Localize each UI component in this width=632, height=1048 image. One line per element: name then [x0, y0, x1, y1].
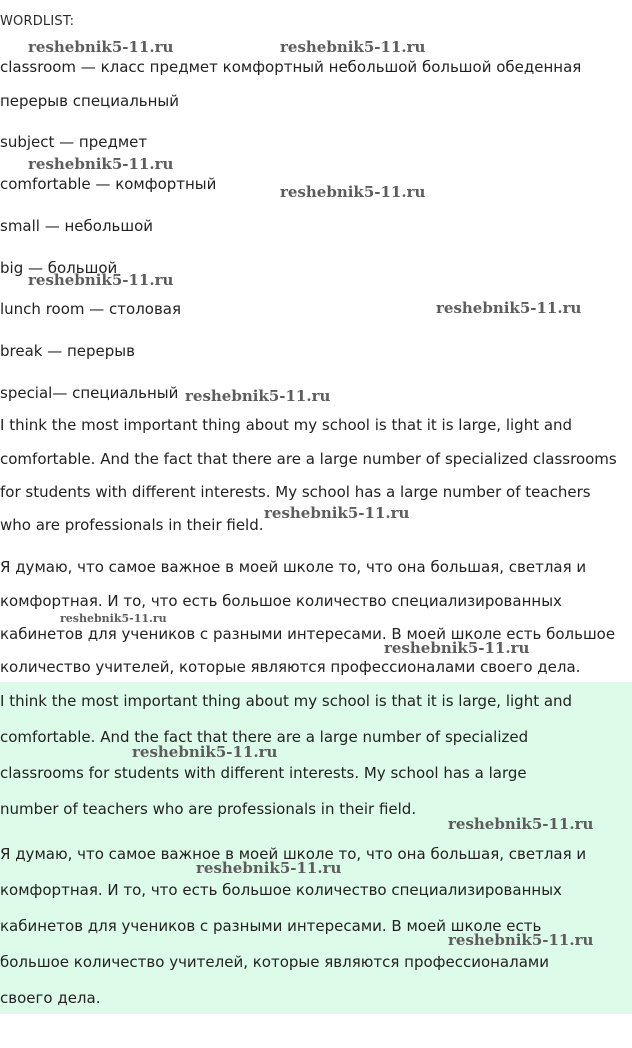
wordlist-heading: WORDLIST:	[0, 14, 75, 29]
watermark: reshebnik5-11.ru	[196, 859, 342, 877]
highlight-english-line: comfortable. And the fact that there are a large number of specialized	[0, 728, 529, 746]
highlight-russian-line: комфортная. И то, что есть большое количество специализированных	[0, 881, 562, 899]
wordlist-entry: small — небольшой	[0, 217, 154, 235]
highlighted-answer-block	[0, 682, 632, 1014]
russian-text-line: комфортная. И то, что есть большое количество специализированных	[0, 592, 562, 610]
english-text-line: who are professionals in their field.	[0, 516, 264, 534]
watermark: reshebnik5-11.ru	[384, 639, 530, 657]
wordlist-entry: special— специальный	[0, 384, 179, 402]
russian-text-line: кабинетов для учеников с разными интересами. В моей школе есть большое	[0, 625, 616, 643]
highlight-english-line: number of teachers who are professionals in their field.	[0, 800, 417, 818]
wordlist-entry: comfortable — комфортный	[0, 175, 217, 193]
english-text-line: I think the most important thing about my school is that it is large, light and	[0, 416, 573, 434]
highlight-russian-line: Я думаю, что самое важное в моей школе то, что она большая, светлая и	[0, 845, 587, 863]
wordlist-entry: break — перерыв	[0, 342, 135, 360]
highlight-russian-line: кабинетов для учеников с разными интересами. В моей школе есть	[0, 917, 542, 935]
watermark: reshebnik5-11.ru	[436, 299, 582, 317]
wordlist-entry: subject — предмет	[0, 133, 148, 151]
watermark: reshebnik5-11.ru	[185, 387, 331, 405]
watermark: reshebnik5-11.ru	[448, 931, 594, 949]
wordlist-entry: lunch room — столовая	[0, 300, 182, 318]
watermark: reshebnik5-11.ru	[132, 743, 278, 761]
watermark: reshebnik5-11.ru	[60, 612, 167, 625]
wordlist-summary-line: перерыв специальный	[0, 92, 180, 110]
watermark: reshebnik5-11.ru	[280, 38, 426, 56]
english-text-line: comfortable. And the fact that there are a large number of specialized classrooms	[0, 450, 617, 468]
watermark: reshebnik5-11.ru	[264, 504, 410, 522]
watermark: reshebnik5-11.ru	[28, 155, 174, 173]
watermark: reshebnik5-11.ru	[448, 815, 594, 833]
russian-text-line: Я думаю, что самое важное в моей школе то, что она большая, светлая и	[0, 558, 587, 576]
highlight-english-line: classrooms for students with different interests. My school has a large	[0, 764, 527, 782]
wordlist-summary-line: classroom — класс предмет комфортный небольшой большой обеденная	[0, 58, 582, 76]
highlight-russian-line: своего дела.	[0, 989, 101, 1007]
watermark: reshebnik5-11.ru	[280, 183, 426, 201]
watermark: reshebnik5-11.ru	[28, 38, 174, 56]
wordlist-entry: big — большой	[0, 259, 118, 277]
highlight-russian-line: большое количество учителей, которые являются профессионалами	[0, 953, 549, 971]
english-text-line: for students with different interests. My school has a large number of teachers	[0, 483, 591, 501]
russian-text-line: количество учителей, которые являются профессионалами своего дела.	[0, 658, 581, 676]
watermark: reshebnik5-11.ru	[28, 271, 174, 289]
highlight-english-line: I think the most important thing about my school is that it is large, light and	[0, 692, 573, 710]
